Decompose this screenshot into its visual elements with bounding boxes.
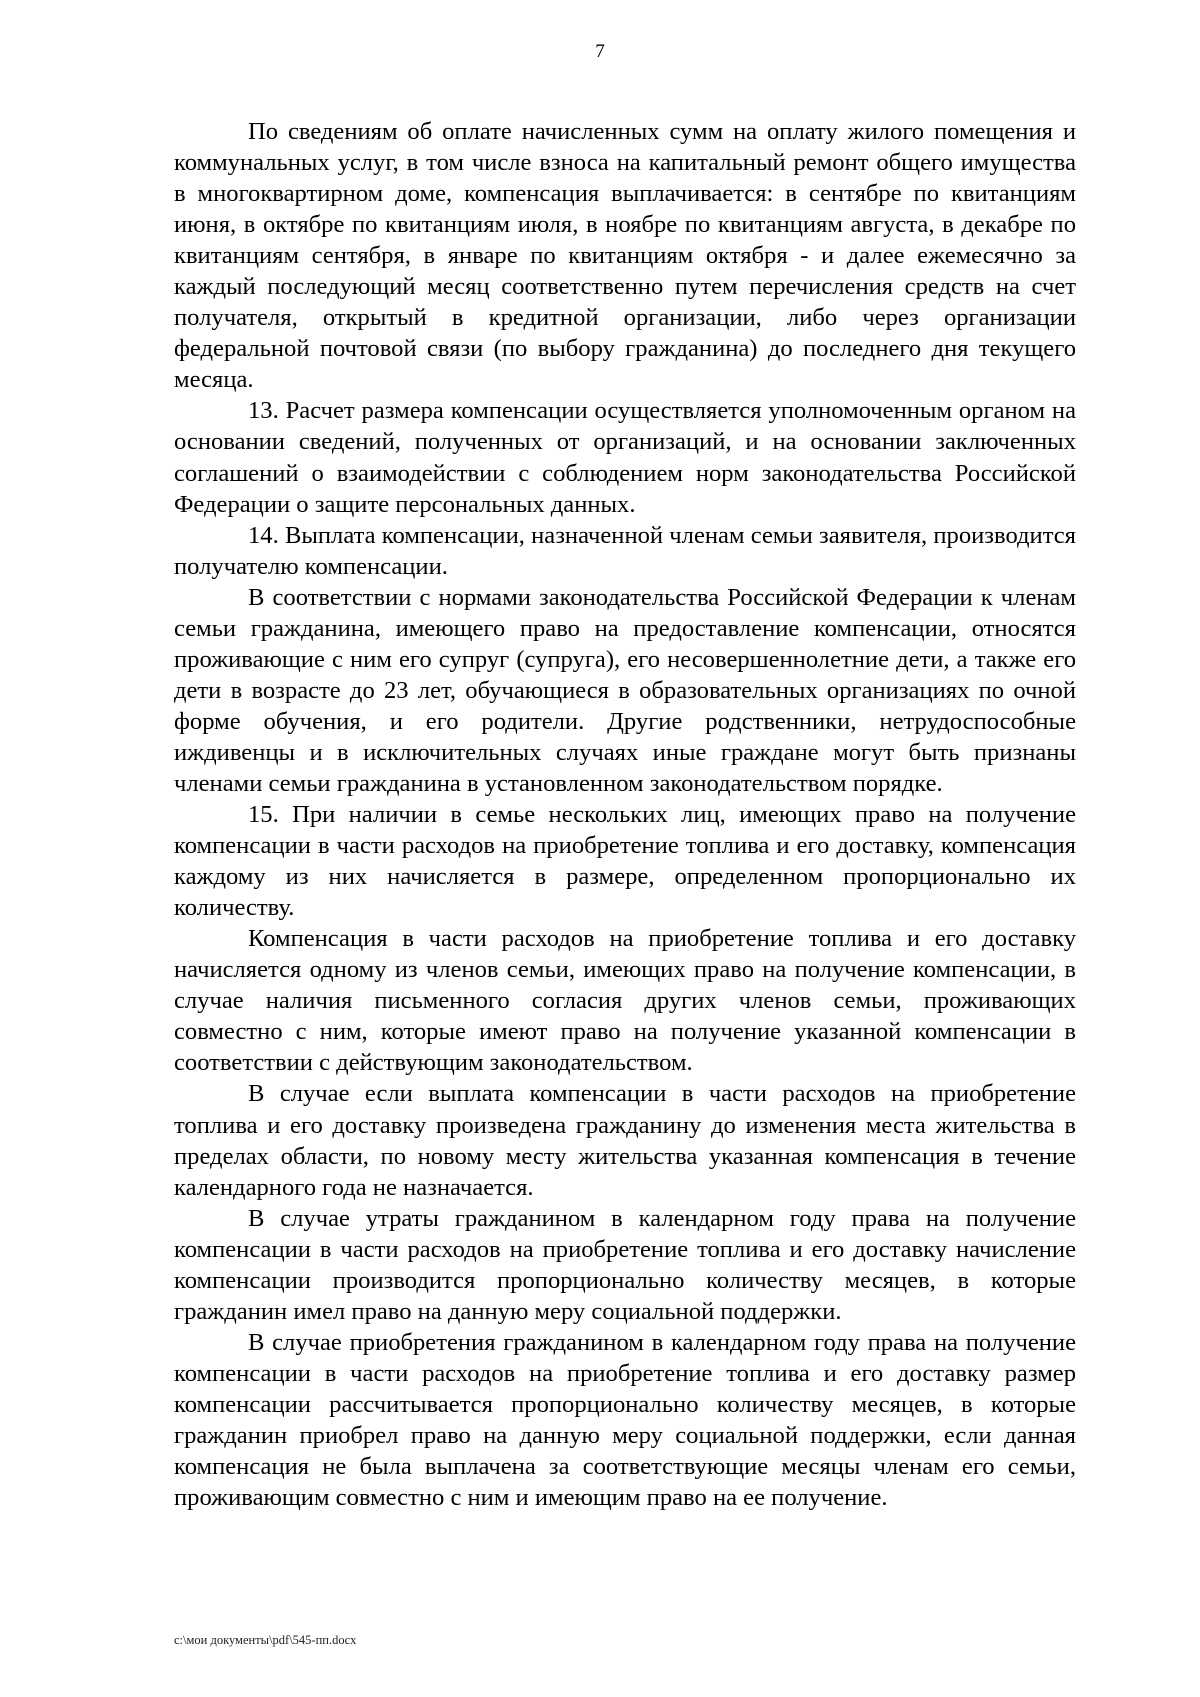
- paragraph-13: 13. Расчет размера компенсации осуществляется уполномоченным органом на основании сведений, полученных от организаций, и на основании заключенных соглашений о взаимодействии с соблюдением норм законодательства Российской Федерации о защите персональных данных.: [174, 397, 1076, 518]
- paragraph-family-members: В соответствии с нормами законодательства Российской Федерации к членам семьи гражданина, имеющего право на предоставление компенсации, относятся проживающие с ним его супруг (супруга), его несовершеннолетние дети, а также его дети в возрасте до 23 лет, обучающиеся в образовательных организациях по очной форме обучения, и его родители. Другие родственники, нетрудоспособные иждивенцы и в исключительных случаях иные граждане могут быть признаны членами семьи гражданина в установленном законодательством порядке.: [174, 583, 1076, 797]
- paragraph-payment-schedule: По сведениям об оплате начисленных сумм на оплату жилого помещения и коммунальных услуг, в том числе взноса на капитальный ремонт общего имущества в многоквартирном доме, компенсация выплачивается: в сентябре по квитанциям июня, в октябре по квитанциям июля, в ноябре по квитанциям августа, в декабре по квитанциям сентября, в январе по квитанциям октября - и далее ежемесячно за каждый последующий месяц соответственно путем перечисления средств на счет получателя, открытый в кредитной организации, либо через организации федеральной почтовой связи (по выбору гражданина) до последнего дня текущего месяца.: [174, 118, 1076, 394]
- paragraph-acquisition-of-right: В случае приобретения гражданином в календарном году права на получение компенсации в части расходов на приобретение топлива и его доставку размер компенсации рассчитывается пропорционально количеству месяцев, в которые гражданин приобрел право на данную меру социальной поддержки, если данная компенсация не была выплачена за соответствующие месяцы членам его семьи, проживающим совместно с ним и имеющим право на ее получение.: [174, 1328, 1076, 1512]
- paragraph-fuel-one-member: Компенсация в части расходов на приобретение топлива и его доставку начисляется одному из членов семьи, имеющих право на получение компенсации, в случае наличия письменного согласия других членов семьи, проживающих совместно с ним, которые имеют право на получение указанной компенсации в соответствии с действующим законодательством.: [174, 925, 1076, 1077]
- page-number: 7: [595, 41, 605, 62]
- paragraph-15: 15. При наличии в семье нескольких лиц, имеющих право на получение компенсации в части расходов на приобретение топлива и его доставку, компенсация каждому из них начисляется в размере, определенном пропорционально их количеству.: [174, 801, 1076, 922]
- paragraph-change-of-residence: В случае если выплата компенсации в части расходов на приобретение топлива и его доставку произведена гражданину до изменения места жительства в пределах области, по новому месту жительства указанная компенсация в течение календарного года не назначается.: [174, 1080, 1076, 1201]
- document-body: [174, 116, 1076, 1513]
- paragraph-loss-of-right: В случае утраты гражданином в календарном году права на получение компенсации в части расходов на приобретение топлива и его доставку начисление компенсации производится пропорционально количеству месяцев, в которые гражданин имел право на данную меру социальной поддержки.: [174, 1204, 1076, 1325]
- paragraph-14: 14. Выплата компенсации, назначенной членам семьи заявителя, производится получателю компенсации.: [174, 521, 1076, 580]
- footer-file-path: c:\мои документы\pdf\545-пп.docx: [174, 1633, 357, 1647]
